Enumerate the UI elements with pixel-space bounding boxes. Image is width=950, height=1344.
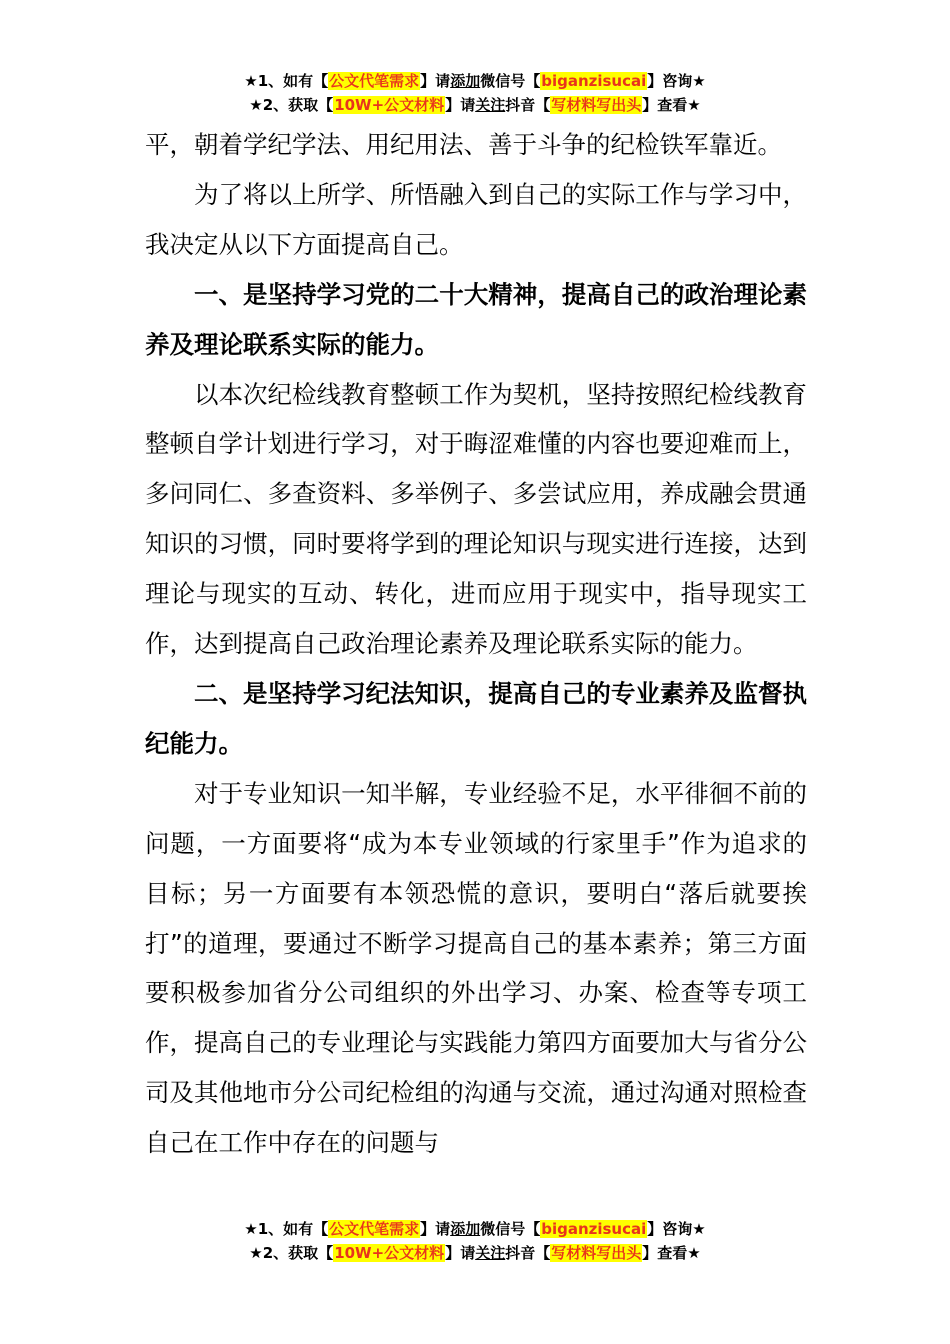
paragraph-continuation: 平，朝着学纪学法、用纪用法、善于斗争的纪检铁军靠近。 <box>145 130 782 159</box>
section-heading-2: 二、是坚持学习纪法知识，提高自己的专业素养及监督执纪能力。 <box>145 678 807 758</box>
banner-highlight-service: 公文代笔需求 <box>329 72 420 90</box>
banner-highlight-service: 公文代笔需求 <box>329 1220 420 1238</box>
paragraph-intro: 为了将以上所学、所悟融入到自己的实际工作与学习中，我决定从以下方面提高自己。 <box>145 179 807 259</box>
footer-banner <box>0 1217 950 1265</box>
banner-line-2: ★2、获取【10W+公文材料】请关注抖音【写材料写出头】查看★ <box>249 96 701 114</box>
banner-highlight-wechat-id: biganzisucai <box>541 1220 647 1238</box>
banner-highlight-douyin: 写材料写出头 <box>551 1244 642 1262</box>
banner-line-1: ★1、如有【公文代笔需求】请添加微信号【biganzisucai】咨询★ <box>244 1220 706 1238</box>
document-body <box>145 120 807 1168</box>
banner-line-1: ★1、如有【公文代笔需求】请添加微信号【biganzisucai】咨询★ <box>244 72 706 90</box>
banner-highlight-wechat-id: biganzisucai <box>541 72 647 90</box>
header-banner <box>0 69 950 117</box>
banner-highlight-douyin: 写材料写出头 <box>551 96 642 114</box>
paragraph-section-1: 以本次纪检线教育整顿工作为契机，坚持按照纪检线教育整顿自学计划进行学习，对于晦涩难懂的内容也要迎难而上，多问同仁、多查资料、多举例子、多尝试应用，养成融会贯通知识的习惯，同时要将学到的理论知识与现实进行连接，达到理论与现实的互动、转化，进而应用于现实中，指导现实工作，达到提高自己政治理论素养及理论联系实际的能力。 <box>145 379 807 659</box>
banner-highlight-materials: 10W+公文材料 <box>334 1244 445 1262</box>
section-heading-1: 一、是坚持学习党的二十大精神，提高自己的政治理论素养及理论联系实际的能力。 <box>145 279 807 359</box>
banner-highlight-materials: 10W+公文材料 <box>334 96 445 114</box>
paragraph-section-2: 对于专业知识一知半解，专业经验不足，水平徘徊不前的问题，一方面要将“成为本专业领域的行家里手”作为追求的目标；另一方面要有本领恐慌的意识，要明白“落后就要挨打”的道理，要通过不断学习提高自己的基本素养；第三方面要积极参加省分公司组织的外出学习、办案、检查等专项工作，提高自己的专业理论与实践能力第四方面要加大与省分公司及其他地市分公司纪检组的沟通与交流，通过沟通对照检查自己在工作中存在的问题与 <box>145 778 807 1158</box>
banner-line-2: ★2、获取【10W+公文材料】请关注抖音【写材料写出头】查看★ <box>249 1244 701 1262</box>
